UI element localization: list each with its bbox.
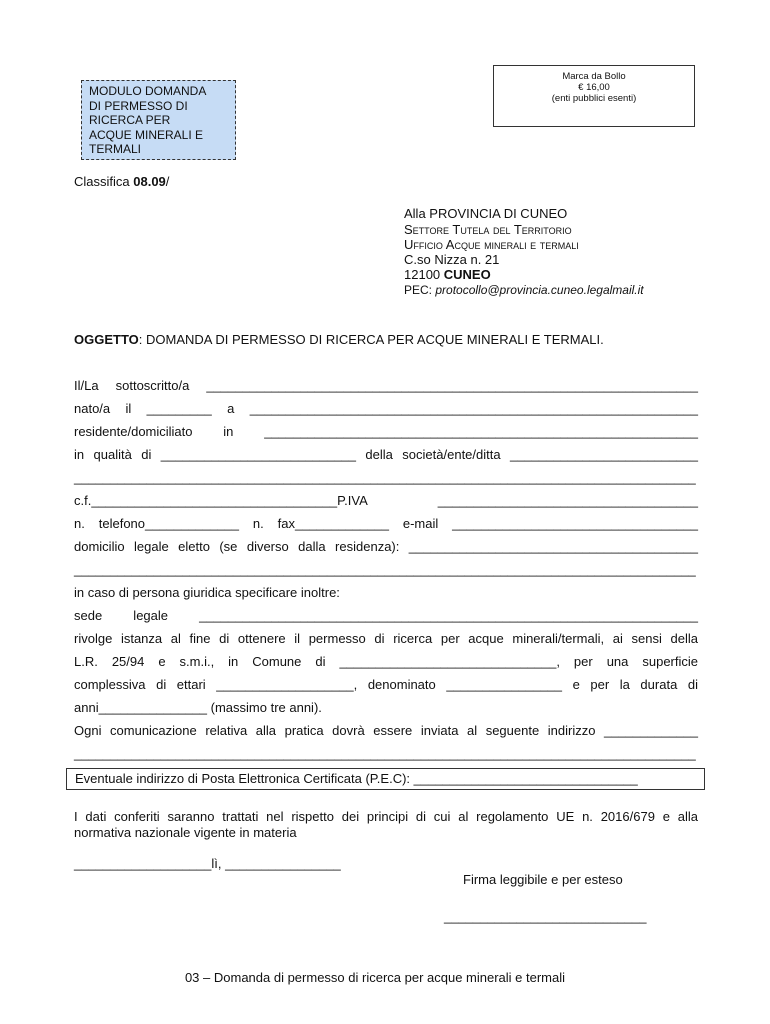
form-title-line: ACQUE MINERALI E [89, 127, 204, 142]
stamp-label: Marca da Bollo [562, 71, 626, 82]
subject-label: OGGETTO [74, 332, 139, 347]
field-duration[interactable]: anni_______________ (massimo tre anni). [74, 700, 322, 715]
subject [74, 332, 604, 347]
form-title-line: DI PERMESSO DI [89, 98, 188, 113]
privacy-text-line: I dati conferiti saranno trattati nel rispetto dei principi di cui al regolamento UE n. 2016/679 e alla [74, 809, 698, 824]
legal-entity-note: in caso di persona giuridica specificare inoltre: [74, 585, 340, 600]
recipient-street: C.so Nizza n. 21 [404, 252, 500, 267]
request-text: rivolge istanza al fine di ottenere il permesso di ricerca per acque minerali/termali, ai sensi della [74, 631, 698, 646]
field-legal-domicile[interactable]: domicilio legale eletto (se diverso dalla residenza): ________________________________________ [74, 539, 698, 554]
field-continuation[interactable]: ______________________________________________________________________________________ [74, 562, 696, 577]
place-date-field[interactable]: ___________________lì, ________________ [74, 856, 341, 871]
stamp-note: (enti pubblici esenti) [551, 93, 637, 104]
signature-label: Firma leggibile e per esteso [463, 872, 623, 887]
pec-label: PEC: [404, 283, 436, 297]
recipient-zip: 12100 [404, 267, 444, 282]
recipient-pec [404, 283, 644, 297]
pec-field-box[interactable] [66, 768, 705, 790]
classification-suffix: / [165, 174, 170, 189]
field-birth[interactable]: nato/a il _________ a ______________________________________________________________ [74, 401, 698, 416]
revenue-stamp-box [493, 65, 695, 127]
pec-field[interactable]: Eventuale indirizzo di Posta Elettronica Certificata (P.E.C): _______________________________ [75, 771, 638, 786]
privacy-text-line: normativa nazionale vigente in materia [74, 825, 297, 840]
recipient-name: Alla PROVINCIA DI CUNEO [404, 206, 568, 221]
field-residence[interactable]: residente/domiciliato in ____________________________________________________________ [74, 424, 698, 439]
form-title-line: MODULO DOMANDA [89, 84, 207, 98]
recipient-city [404, 267, 491, 282]
form-title-line: RICERCA PER [89, 113, 171, 127]
field-area-name[interactable]: complessiva di ettari ___________________, denominato ________________ e per la durata di [74, 677, 698, 692]
recipient-department: Settore Tutela del Territorio [404, 222, 572, 237]
field-contacts[interactable]: n. telefono_____________ n. fax_____________ e-mail __________________________________ [74, 516, 698, 531]
recipient-office: Ufficio Acque minerali e termali [404, 237, 579, 252]
signature-line[interactable]: ____________________________ [444, 909, 647, 924]
field-role-company[interactable]: in qualità di ___________________________ della società/ente/ditta __________________________ [74, 447, 698, 462]
footer-text: 03 – Domanda di permesso di ricerca per acque minerali e termali [184, 970, 566, 985]
classification-label: Classifica [74, 174, 134, 189]
recipient-city-name: CUNEO [443, 267, 491, 282]
field-registered-office[interactable]: sede legale _____________________________________________________________________ [74, 608, 698, 623]
field-tax-codes[interactable]: c.f.__________________________________P.IVA ____________________________________ [74, 493, 698, 508]
field-communication-address[interactable]: Ogni comunicazione relativa alla pratica dovrà essere inviata al seguente indirizzo _____________ [74, 723, 698, 738]
form-title-box [81, 80, 236, 160]
field-continuation[interactable]: ______________________________________________________________________________________ [74, 746, 696, 761]
field-undersigned[interactable]: Il/La sottoscritto/a ____________________________________________________________________ [74, 378, 698, 393]
field-continuation[interactable]: ______________________________________________________________________________________ [74, 470, 696, 485]
subject-text: : DOMANDA DI PERMESSO DI RICERCA PER ACQUE MINERALI E TERMALI. [138, 332, 604, 347]
form-title-line: TERMALI [89, 142, 142, 156]
stamp-amount: € 16,00 [578, 82, 610, 93]
classification [74, 174, 169, 189]
pec-address: protocollo@provincia.cuneo.legalmail.it [435, 283, 644, 297]
classification-code: 08.09 [133, 174, 166, 189]
field-municipality[interactable]: L.R. 25/94 e s.m.i., in Comune di ______________________________, per una superficie [74, 654, 698, 669]
